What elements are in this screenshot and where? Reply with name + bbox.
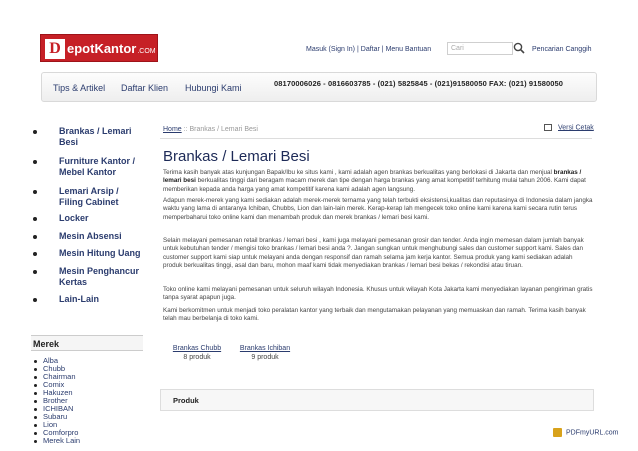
printer-icon (544, 124, 552, 131)
brand-chairman[interactable]: Chairman (34, 372, 76, 381)
intro-paragraph: Terima kasih banyak atas kunjungan Bapak/Ibu ke situs kami , kami adalah agen brankas berkualitas yang berlokasi di Jakarta dan menjual brankas / lemari besi berkualitas tinggi dari beragam macam merek dan tipe dengan harga brankas yang amat kompetitif terhitung mulai tahun 2006. Kami dapat memberikan kepada anda harga yang amat kompetitif karena kami adalah agen langsung. (163, 169, 586, 193)
breadcrumb-current: Brankas / Lemari Besi (189, 126, 258, 133)
top-links: Masuk (Sign In) | Daftar | Menu Bantuan (306, 46, 432, 53)
register-link[interactable]: Daftar (360, 46, 380, 53)
logo-text: epotKantor.COM (67, 41, 156, 56)
brand-alba[interactable]: Alba (34, 356, 58, 365)
brand-subaru[interactable]: Subaru (34, 412, 67, 421)
brand-ichiban[interactable]: ICHIBAN (34, 404, 73, 413)
commitment-paragraph: Kami berkomitmen untuk menjadi toko peralatan kantor yang terbaik dan mengutamakan pelayanan yang memuaskan dan ramah. Terima kasih banyak telah mau berbelanja di toko kami. (163, 307, 586, 323)
help-link[interactable]: Menu Bantuan (385, 46, 432, 53)
site-logo[interactable] (40, 34, 158, 62)
brand-chubb[interactable]: Chubb (34, 364, 65, 373)
breadcrumb-home[interactable]: Home (163, 126, 182, 133)
brand-comix[interactable]: Comix (34, 380, 64, 389)
brand-comforpro[interactable]: Comforpro (34, 428, 78, 437)
brand-merek-lain[interactable]: Merek Lain (34, 436, 80, 445)
brands-paragraph: Adapun merek-merek yang kami sediakan adalah merek-merek ternama yang telah terbukti eksistensi,kualitas dan reputasinya di Indonesia dalam jangka waktu yang lama di antaranya Ichiban, Chubbs, Lion dan lain-lain merek. Kerap-kerap lah mengecek toko online kami karena kami secara rutin terus memperbaharui toko online kami dan menambah produk dan merek brankas / lemari besi kami. (163, 197, 593, 221)
wholesale-paragraph: Selain melayani pemesanan retail brankas / lemari besi , kami juga melayani pemesanan grosir dan tender. Anda ingin memesan dalam jumlah banyak untuk kebutuhan tender / mengisi toko brankas / lemari besi anda ?. Jangan sungkan untuk menghubungi sales dan customer support kami. Sales dan customer support kami siap untuk melayani anda dengan responsif dan ramah selama jam kerja kantor. Semua produk yang kami sediakan adalah produk berkualitas tinggi, asal dan baru, mohon maaf kami tidak menyediakan brankas / lemari besi bekas / rekondisi atau tiruan. (163, 237, 584, 269)
phone-numbers: 08170006026 - 0816603785 - (021) 5825845 - (021)91580050 FAX: (021) 91580050 (274, 79, 564, 88)
print-version-link[interactable]: Versi Cetak (544, 124, 594, 131)
signin-link[interactable]: Masuk (Sign In) (306, 46, 356, 53)
brand-hakuzen[interactable]: Hakuzen (34, 388, 73, 397)
brand-card-chubb[interactable]: Brankas Chubb 8 produk (172, 345, 222, 361)
nav-tips-artikel[interactable]: Tips & Artikel (53, 83, 106, 93)
merek-heading: Merek (31, 335, 143, 351)
logo-d-mark: D (45, 39, 65, 59)
nav-hubungi-kami[interactable]: Hubungi Kami (185, 83, 242, 93)
nav-daftar-klien[interactable]: Daftar Klien (121, 83, 169, 93)
page-title: Brankas / Lemari Besi (163, 148, 310, 165)
shipping-paragraph: Toko online kami melayani pemesanan untuk seluruh wilayah Indonesia. Khusus untuk wilayah Kota Jakarta kami menyediakan layanan pengiriman gratis tanpa syarat apapun juga. (163, 286, 593, 302)
header (0, 0, 638, 70)
brand-lion[interactable]: Lion (34, 420, 57, 429)
breadcrumb: Home :: Brankas / Lemari Besi (163, 126, 258, 133)
divider (160, 138, 592, 139)
produk-section-header: Produk (160, 389, 594, 411)
pdf-icon (553, 428, 562, 437)
search-icon[interactable] (512, 41, 526, 55)
category-sidebar: Brankas / Lemari Besi Furniture Kantor / Mebel Kantor Lemari Arsip / Filing Cabinet Locker Mesin Absensi Mesin Hitung Uang Mesin Penghancur Kertas Lain-Lain (31, 118, 143, 418)
search-input[interactable]: Cari (447, 42, 513, 55)
brand-brother[interactable]: Brother (34, 396, 68, 405)
advanced-search-link[interactable]: Pencarian Canggih (532, 46, 592, 53)
main-content (158, 118, 598, 418)
brand-card-ichiban[interactable]: Brankas Ichiban 9 produk (239, 345, 291, 361)
pdfmyurl-link[interactable]: PDFmyURL.com (553, 428, 619, 437)
brand-cards (158, 330, 594, 380)
